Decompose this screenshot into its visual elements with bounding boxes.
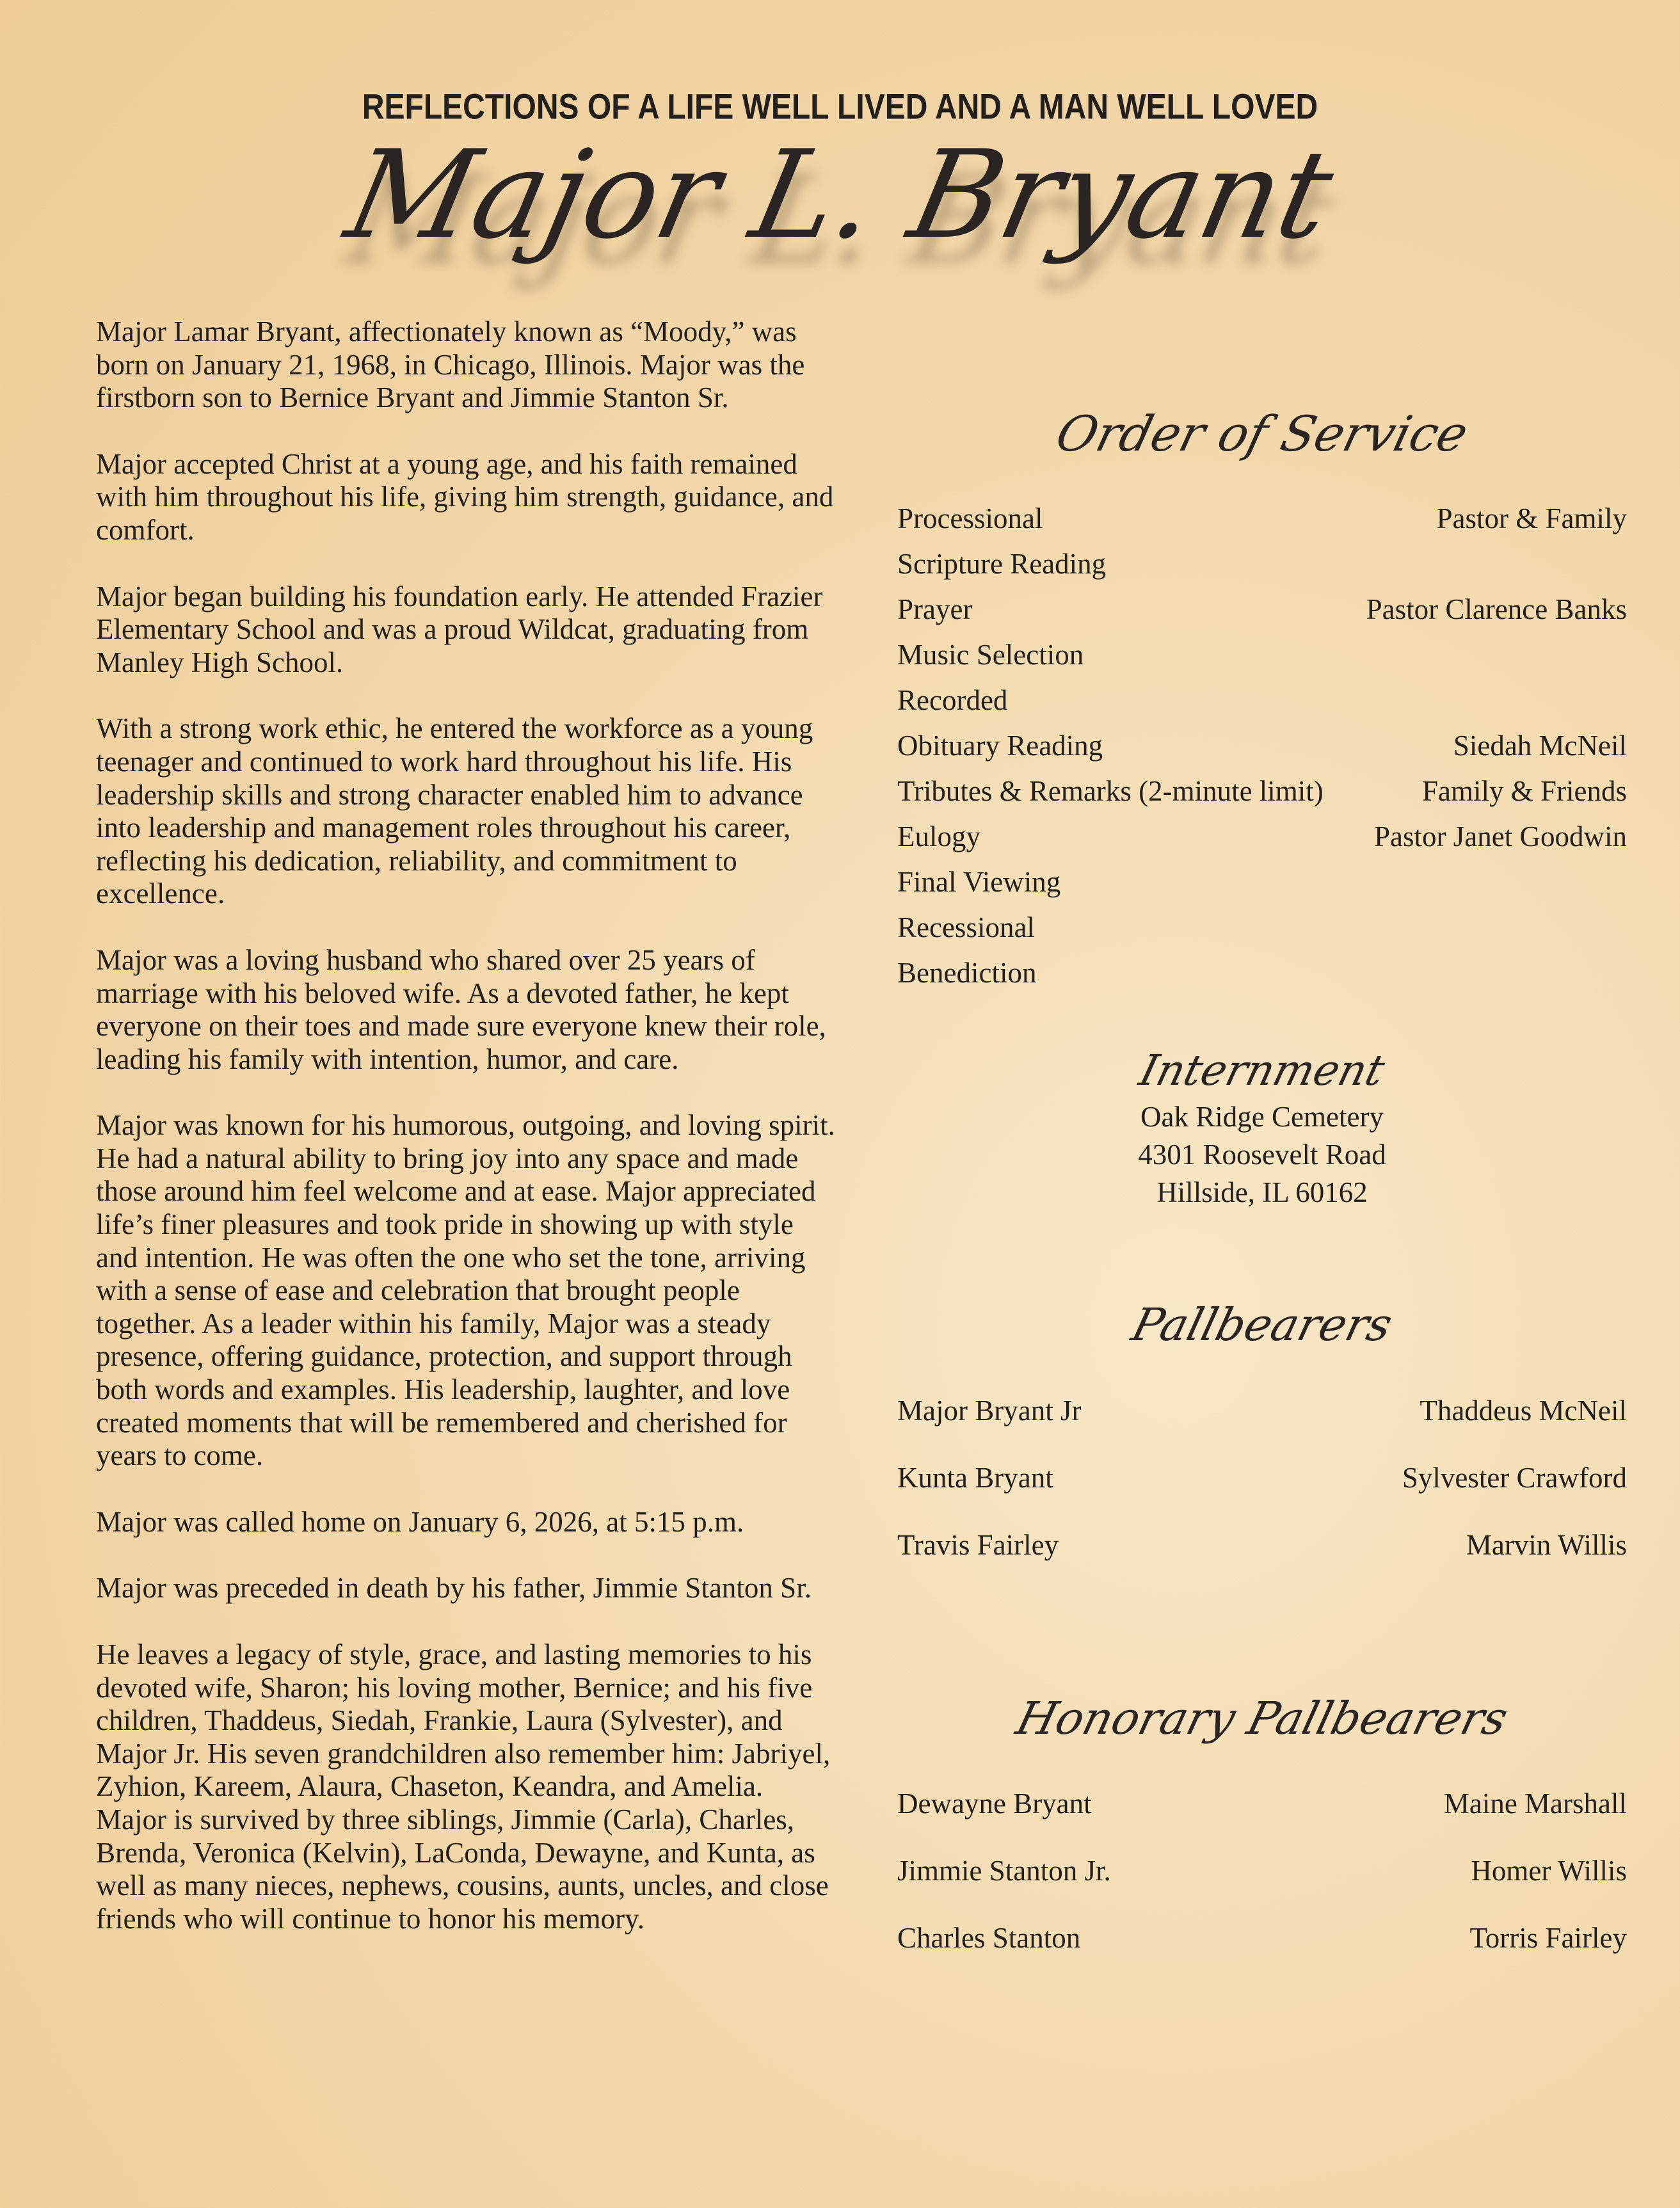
deceased-name-title: Major L. Bryant xyxy=(335,124,1345,266)
pallbearer-row xyxy=(897,1377,1627,1444)
internment-section xyxy=(897,1046,1627,1212)
pallbearer-name: Major Bryant Jr xyxy=(897,1395,1082,1427)
cemetery-street: 4301 Roosevelt Road xyxy=(1138,1139,1386,1171)
order-of-service-heading: Order of Service xyxy=(1050,405,1474,462)
pallbearer-name: Sylvester Crawford xyxy=(1402,1462,1627,1494)
obituary-paragraph: Major Lamar Bryant, affectionately known as “Moody,” was born on January 21, 1968, in Chicago, Illinois. Major was the firstborn son to Bernice Bryant and Jimmie Stanton Sr. xyxy=(96,316,805,414)
service-officiant: Pastor Clarence Banks xyxy=(1366,593,1627,625)
honorary-pallbearers-list xyxy=(897,1770,1627,1972)
service-item: Processional xyxy=(897,502,1043,534)
honorary-pallbearer-name: Charles Stanton xyxy=(897,1922,1081,1954)
service-row xyxy=(897,678,1627,723)
pallbearers-list xyxy=(897,1377,1627,1579)
obituary-paragraph: Major was a loving husband who shared over 25 years of marriage with his beloved wife. As a devoted father, he kept everyone on their toes and made sure everyone knew their role, leading his family with intention, humor, and care. xyxy=(96,943,826,1075)
obituary-paragraph: Major began building his foundation early. He attended Frazier Elementary School and was a proud Wildcat, graduating from Manley High School. xyxy=(96,580,823,678)
cemetery-city: Hillside, IL 60162 xyxy=(1156,1176,1368,1208)
service-row xyxy=(897,950,1627,996)
service-row xyxy=(897,905,1627,950)
pallbearer-name: Thaddeus McNeil xyxy=(1420,1395,1627,1427)
service-row xyxy=(897,860,1627,905)
honorary-pallbearers-heading-wrap xyxy=(897,1692,1627,1745)
pallbearer-row xyxy=(897,1444,1627,1512)
pallbearers-heading: Pallbearers xyxy=(1126,1299,1398,1351)
service-officiant: Family & Friends xyxy=(1421,775,1627,807)
service-item: Recorded xyxy=(897,684,1008,716)
service-officiant: Siedah McNeil xyxy=(1453,730,1627,762)
service-row xyxy=(897,541,1627,587)
obituary-paragraph: Major was known for his humorous, outgoing, and loving spirit. He had a natural ability to bring joy into any space and made those around him feel welcome and at ease. Major appreciated life’s finer pleasures and took pride in showing up with style and intention. He was often the one who set the tone, arriving with a sense of ease and celebration that brought people together. As a leader within his family, Major was a steady presence, offering guidance, protection, and support through both words and examples. His leadership, laughter, and love created moments that will be remembered and cherished for years to come. xyxy=(96,1109,835,1472)
obituary-text xyxy=(96,316,838,1969)
service-item: Eulogy xyxy=(897,820,980,852)
service-row xyxy=(897,632,1627,678)
obituary-paragraph: With a strong work ethic, he entered the workforce as a young teenager and continued to work hard throughout his life. His leadership skills and strong character enabled him to advance into leadership and management roles throughout his career, reflecting his dedication, reliability, and commitment to excellence. xyxy=(96,712,813,910)
service-row xyxy=(897,814,1627,860)
honorary-pallbearer-name: Maine Marshall xyxy=(1443,1788,1627,1820)
service-item: Music Selection xyxy=(897,639,1084,671)
obituary-paragraph: Major accepted Christ at a young age, and his faith remained with him throughout his life, giving him strength, guidance, and comfort. xyxy=(96,447,834,546)
honorary-pallbearer-row xyxy=(897,1770,1627,1837)
tagline: REFLECTIONS OF A LIFE WELL LIVED AND A MAN WELL LOVED xyxy=(362,88,1318,127)
order-of-service-heading-wrap xyxy=(897,405,1627,462)
service-row xyxy=(897,587,1627,632)
cemetery-name: Oak Ridge Cemetery xyxy=(1140,1101,1384,1133)
pallbearer-name: Travis Fairley xyxy=(897,1529,1059,1561)
service-item: Obituary Reading xyxy=(897,730,1103,762)
honorary-pallbearer-name: Dewayne Bryant xyxy=(897,1788,1092,1820)
service-item: Recessional xyxy=(897,911,1035,943)
obituary-paragraph: Major was preceded in death by his father, Jimmie Stanton Sr. xyxy=(96,1572,812,1604)
pallbearers-heading-wrap xyxy=(897,1299,1627,1351)
honorary-pallbearers-heading: Honorary Pallbearers xyxy=(1011,1692,1514,1745)
service-row xyxy=(897,496,1627,541)
pallbearer-name: Marvin Willis xyxy=(1466,1529,1627,1561)
service-officiant: Pastor Janet Goodwin xyxy=(1374,820,1627,852)
honorary-pallbearer-name: Torris Fairley xyxy=(1469,1922,1627,1954)
obituary-paragraph: Major was called home on January 6, 2026, at 5:15 p.m. xyxy=(96,1505,744,1538)
honorary-pallbearer-row xyxy=(897,1905,1627,1972)
obituary-paragraph: He leaves a legacy of style, grace, and lasting memories to his devoted wife, Sharon; his loving mother, Bernice; and his five children, Thaddeus, Siedah, Frankie, Laura (Sylvester), and Major Jr. His seven grandchildren also remember him: Jabriyel, Zyhion, Kareem, Alaura, Chaseton, Keandra, and Amelia. Major is survived by three siblings, Jimmie (Carla), Charles, Brenda, Veronica (Kelvin), LaConda, Dewayne, and Kunta, as well as many nieces, nephews, cousins, aunts, uncles, and close friends who will continue to honor his memory. xyxy=(96,1638,831,1935)
service-row xyxy=(897,769,1627,814)
service-item: Benediction xyxy=(897,957,1037,989)
service-row xyxy=(897,723,1627,769)
order-of-service-list xyxy=(897,496,1627,996)
service-item: Prayer xyxy=(897,593,973,625)
honorary-pallbearer-row xyxy=(897,1837,1627,1905)
pallbearer-name: Kunta Bryant xyxy=(897,1462,1053,1494)
service-item: Final Viewing xyxy=(897,866,1061,898)
internment-address xyxy=(897,1098,1627,1212)
service-officiant: Pastor & Family xyxy=(1436,502,1627,534)
honorary-pallbearer-name: Homer Willis xyxy=(1471,1855,1627,1887)
service-item: Scripture Reading xyxy=(897,548,1107,580)
internment-heading: Internment xyxy=(1135,1046,1390,1095)
service-item: Tributes & Remarks (2-minute limit) xyxy=(897,775,1324,807)
pallbearer-row xyxy=(897,1512,1627,1579)
honorary-pallbearer-name: Jimmie Stanton Jr. xyxy=(897,1855,1111,1887)
